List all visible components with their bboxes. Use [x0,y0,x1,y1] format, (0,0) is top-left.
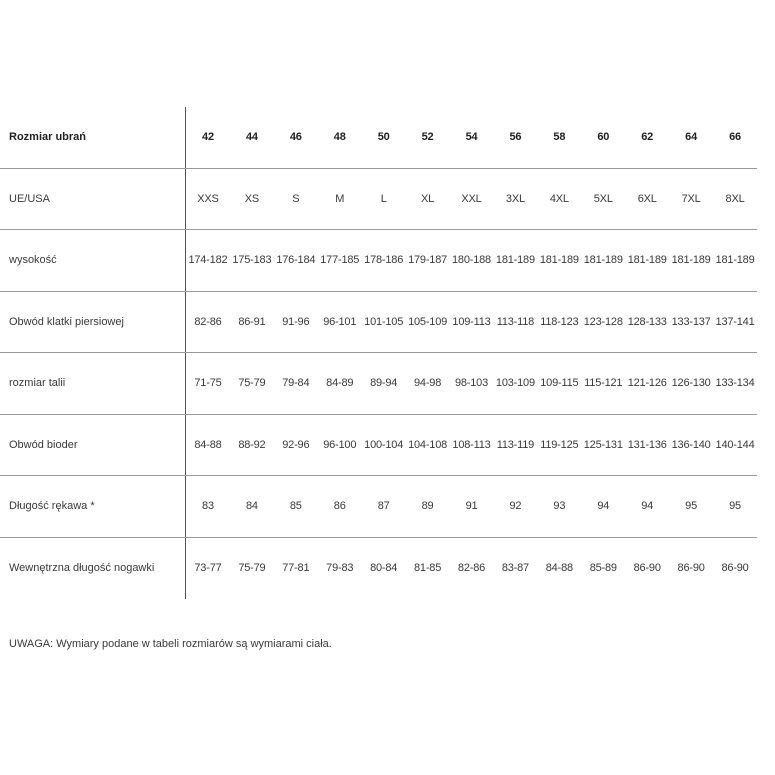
table-cell: 84-88 [194,438,222,451]
table-cell: 85 [289,500,302,513]
table-cell: 113-119 [496,438,535,451]
table-cell: 175-183 [232,254,272,267]
table-cell: 75-79 [238,562,266,575]
table-cell: 86 [333,500,346,513]
table-cell: 84 [245,500,258,513]
table-cell: 123-128 [583,315,623,328]
row-label: wysokość [0,230,186,291]
table-cell: 91-96 [282,315,310,328]
table-cell: 95 [729,500,741,513]
table-cell: 133-137 [671,315,711,328]
row-cells [186,538,757,600]
table-cell: 71-75 [194,377,222,390]
table-cell: 8XL [725,192,745,205]
table-cell: 86-90 [721,562,749,575]
header-cell: 66 [729,131,741,144]
table-cell: 79-84 [282,377,310,390]
header-cell: 58 [553,131,566,144]
table-cell: 121-126 [627,377,667,390]
table-cell: 91 [465,500,478,513]
table-cell: 140-144 [715,438,755,451]
table-cell: 92 [509,500,522,513]
table-cell: 128-133 [627,315,667,328]
table-cell: L [380,192,387,205]
table-cell: 119-125 [540,438,579,451]
table-cell: 181-189 [715,254,755,267]
table-cell: 3XL [505,192,525,205]
row-label: UE/USA [0,169,186,230]
table-cell: 101-105 [364,315,404,328]
row-cells [186,353,757,414]
table-cell: 133-134 [715,377,755,390]
header-cell: 64 [685,131,698,144]
table-cell: 82-86 [194,315,222,328]
row-label: Obwód bioder [0,415,186,476]
table-cell: 93 [553,500,566,513]
header-cell: 50 [377,131,390,144]
table-cell: 96-101 [323,315,357,328]
table-cell: M [335,192,345,205]
table-cell: 86-91 [238,315,266,328]
table-cell: 94 [597,500,610,513]
table-cell: 115-121 [584,377,623,390]
table-cell: 84-89 [326,377,354,390]
table-cell: 126-130 [671,377,711,390]
table-cell: 86-90 [677,562,705,575]
row-label: Długość rękawa * [0,476,186,537]
table-cell: XXS [197,192,219,205]
table-cell: 79-83 [326,562,354,575]
table-cell: 105-109 [408,315,448,328]
header-cell: 42 [202,131,214,144]
table-cell: 100-104 [364,438,404,451]
table-cell: 103-109 [495,377,535,390]
table-cell: 6XL [637,192,657,205]
table-row [0,169,757,231]
row-cells [186,476,757,537]
table-cell: 88-92 [238,438,266,451]
table-cell: XL [421,192,435,205]
table-cell: 125-131 [583,438,623,451]
table-cell: 181-189 [495,254,535,267]
table-row [0,538,757,600]
table-cell: 95 [685,500,698,513]
table-cell: XXL [461,192,482,205]
table-cell: 85-89 [589,562,617,575]
table-cell: 181-189 [627,254,667,267]
table-cell: 5XL [593,192,613,205]
row-cells [186,230,757,291]
table-cell: 92-96 [282,438,310,451]
header-label: Rozmiar ubrań [0,107,186,168]
table-cell: S [292,192,300,205]
header-cell: 62 [641,131,654,144]
table-cell: 82-86 [457,562,486,575]
table-cell: 4XL [549,192,569,205]
header-cell: 46 [289,131,302,144]
table-cell: 75-79 [238,377,266,390]
row-label: rozmiar talii [0,353,186,414]
table-cell: 84-88 [545,562,573,575]
table-cell: 177-185 [320,254,360,267]
row-label: Obwód klatki piersiowej [0,292,186,353]
row-cells [186,169,757,230]
table-row [0,292,757,354]
table-cell: 86-90 [633,562,661,575]
table-row [0,415,757,477]
table-cell: 108-113 [452,438,491,451]
table-cell: 181-189 [671,254,711,267]
table-cell: 94-98 [414,377,442,390]
table-cell: 113-118 [496,315,535,328]
table-cell: 178-186 [364,254,404,267]
table-cell: 109-115 [540,377,579,390]
table-cell: 98-103 [454,377,489,390]
table-cell: 94 [641,500,654,513]
table-cell: 96-100 [323,438,357,451]
header-cells [186,107,757,168]
header-cell: 60 [597,131,610,144]
row-cells [186,292,757,353]
table-cell: 180-188 [452,254,491,267]
table-cell: 83-87 [501,562,529,575]
table-cell: 136-140 [671,438,711,451]
table-cell: 81-85 [414,562,442,575]
size-chart-table [0,107,757,599]
table-cell: 80-84 [370,562,398,575]
table-cell: 104-108 [408,438,448,451]
header-cell: 48 [333,131,346,144]
row-label: Wewnętrzna długość nogawki [0,538,186,600]
table-cell: 179-187 [408,254,448,267]
table-cell: 89 [421,500,434,513]
header-cell: 56 [509,131,522,144]
table-row [0,353,757,415]
table-cell: 176-184 [276,254,316,267]
table-cell: 87 [377,500,390,513]
row-cells [186,415,757,476]
table-cell: 181-189 [583,254,623,267]
table-cell: 137-141 [715,315,755,328]
table-row [0,230,757,292]
header-cell: 44 [245,131,258,144]
table-cell: 89-94 [370,377,398,390]
table-cell: 174-182 [188,254,228,267]
table-cell: 131-136 [627,438,667,451]
table-cell: XS [244,192,260,205]
header-cell: 54 [465,131,478,144]
table-cell: 7XL [681,192,701,205]
table-header-row [0,107,757,169]
table-cell: 181-189 [539,254,579,267]
table-cell: 118-123 [540,315,579,328]
table-row [0,476,757,538]
table-cell: 83 [202,500,214,513]
table-cell: 77-81 [282,562,310,575]
table-cell: 73-77 [194,562,222,575]
table-cell: 109-113 [452,315,491,328]
body-measurements-note: UWAGA: Wymiary podane w tabeli rozmiarów są wymiarami ciała. [9,638,332,650]
header-cell: 52 [421,131,434,144]
